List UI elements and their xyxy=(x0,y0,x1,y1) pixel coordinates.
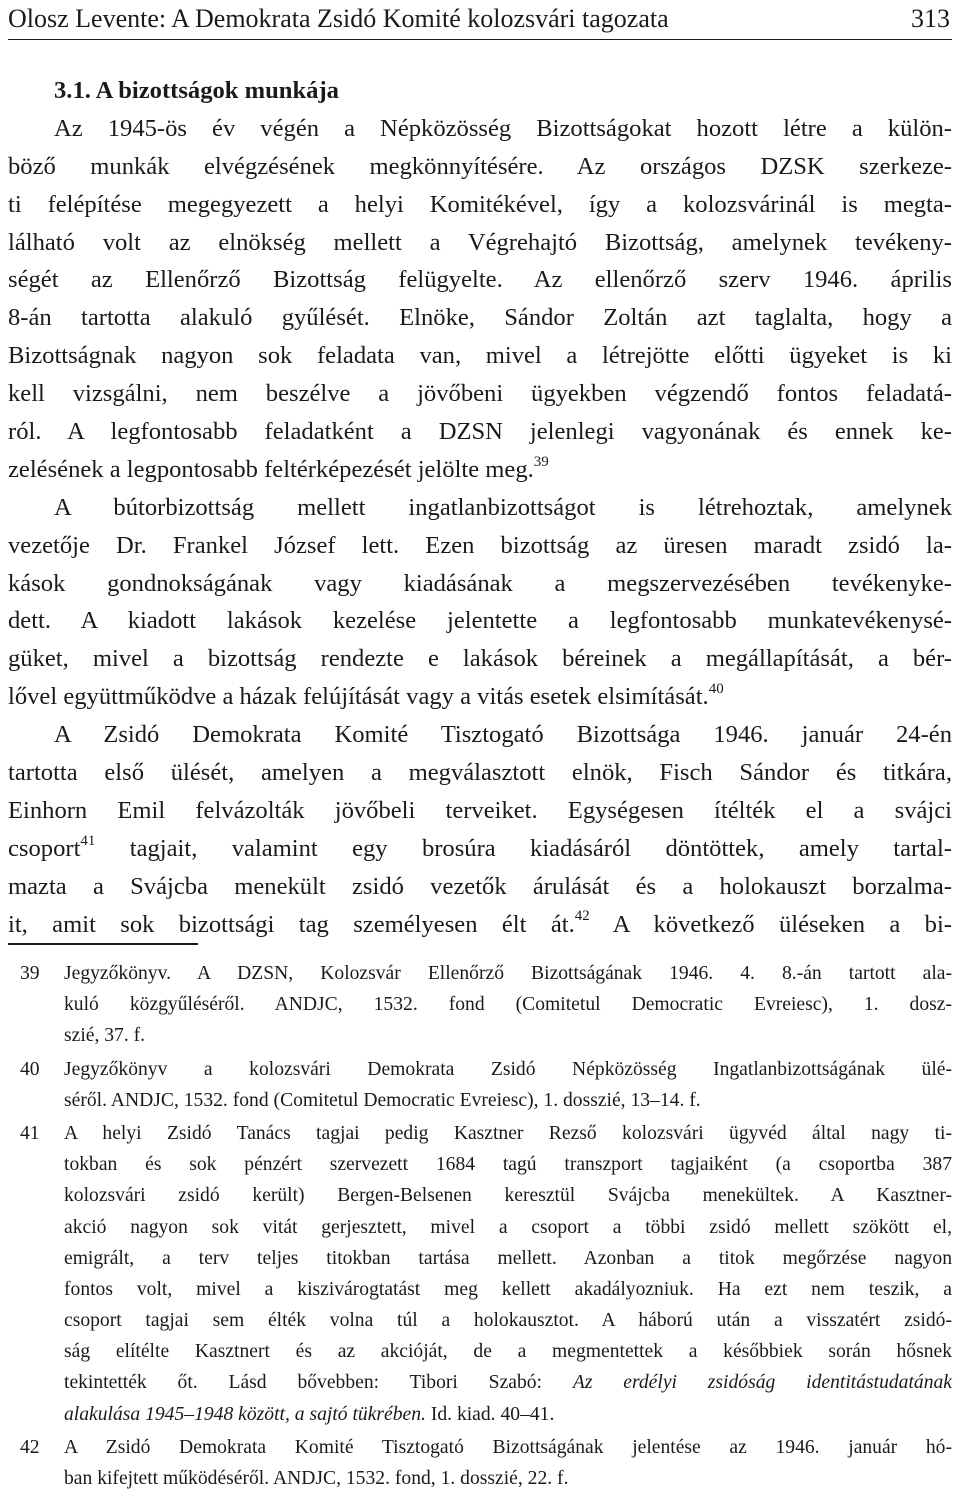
text-fragment: zelésének a legpontosabb feltérképezését jelölte meg. xyxy=(8,455,534,483)
text-line: vezetője Dr. Frankel József lett. Ezen bizottság az üresen maradt zsidó la- xyxy=(8,531,952,559)
footnotes xyxy=(8,958,952,1494)
footnote-line: ban kifejtett működéséről. ANDJC, 1532. fond, 1. dosszié, 22. f. xyxy=(64,1468,569,1489)
text-line: güket, mivel a bizottság rendezte e lakások béreinek a megállapítását, a bér- xyxy=(8,645,952,673)
footnote-ref-40[interactable]: 40 xyxy=(708,681,724,698)
text-fragment: tekintették őt. Lásd bővebben: Tibori Szabó: xyxy=(64,1372,543,1394)
footnote-40 xyxy=(8,1054,952,1116)
book-title: alakulása 1945–1948 között, a sajtó tükrében. xyxy=(64,1403,426,1425)
text-line xyxy=(8,678,952,716)
footnote-rule xyxy=(8,943,198,945)
footnote-42 xyxy=(8,1432,952,1494)
text-line: Bizottságnak nagyon sok feladata van, mivel a létrejötte előtti ügyeket is ki xyxy=(8,342,952,370)
footnote-ref-41[interactable]: 41 xyxy=(80,832,96,849)
footnote-line: tokban és sok pénzért szervezett 1684 tagú transzport tagjaiként (a csoportba 387 xyxy=(64,1154,952,1176)
footnote-line xyxy=(64,1367,952,1398)
text-line: kások gondnokságának vagy kiadásának a megszervezésében tevékenyke- xyxy=(8,569,952,597)
text-fragment: tagjait, valamint egy brosúra kiadásáról döntöttek, amely tartal- xyxy=(129,834,952,862)
text-line: Az 1945-ös év végén a Népközösség Bizottságokat hozott létre a külön- xyxy=(54,114,952,142)
text-line: lálható volt az elnökség mellett a Végrehajtó Bizottság, amelynek tevékeny- xyxy=(8,228,952,256)
text-fragment: it, amit sok bizottsági tag személyesen élt át. xyxy=(8,910,575,938)
footnote-line: ság elítélte Kasztnert és az akcióját, de a megmentettek a későbbiek során hősnek xyxy=(64,1341,952,1363)
text-line: kell vizsgálni, nem beszélve a jövőbeni ügyekben végzendő fontos feladatá- xyxy=(8,380,952,408)
footnote-line: csoport tagjai sem élték volna túl a holokausztot. A háború után a visszatért zsidó- xyxy=(64,1310,952,1332)
text-line xyxy=(8,906,952,944)
text-fragment: A következő üléseken a bi- xyxy=(612,910,952,938)
text-line: A bútorbizottság mellett ingatlanbizottságot is létrehoztak, amelynek xyxy=(54,493,952,521)
footnote-line: A helyi Zsidó Tanács tagjai pedig Kasztner Rezső kolozsvári ügyvéd által nagy ti- xyxy=(64,1122,952,1144)
header-rule xyxy=(8,39,952,40)
footnote-line: fontos volt, mivel a kiszivárogtatást meg kellett akadályozniuk. Ha ezt nem teszik, a xyxy=(64,1278,952,1300)
text-line xyxy=(8,830,952,868)
footnote-number: 40 xyxy=(20,1058,40,1080)
book-title: Az erdélyi zsidóság identitástudatának xyxy=(572,1372,953,1394)
footnote-line xyxy=(64,1399,952,1430)
footnote-line: kolozsvári zsidó került) Bergen-Belsenen keresztül Svájcba menekültek. A Kasztner- xyxy=(64,1185,952,1207)
page-header xyxy=(8,2,952,38)
text-fragment: Id. kiad. 40–41. xyxy=(425,1403,555,1425)
footnote-line: kuló közgyűléséről. ANDJC, 1532. fond (Comitetul Democratic Evreiesc), 1. dosz- xyxy=(64,994,952,1016)
footnote-ref-42[interactable]: 42 xyxy=(574,908,590,925)
footnote-number: 41 xyxy=(20,1122,40,1144)
footnote-line: Jegyzőkönyv. A DZSN, Kolozsvár Ellenőrző Bizottságának 1946. 4. 8.-án tartott ala- xyxy=(64,963,952,984)
footnote-number: 42 xyxy=(20,1436,40,1458)
text-line xyxy=(8,451,952,489)
body-text xyxy=(8,72,952,943)
section-heading: 3.1. A bizottságok munkája xyxy=(54,77,339,104)
footnote-line: emigrált, a terv teljes titokban tartása mellett. Azonban a titok megőrzése nagyon xyxy=(64,1247,952,1269)
running-title: Olosz Levente: A Demokrata Zsidó Komité kolozsvári tagozata xyxy=(8,4,669,33)
text-line: A Zsidó Demokrata Komité Tisztogató Bizottsága 1946. január 24-én xyxy=(54,721,952,749)
footnote-line: szié, 37. f. xyxy=(64,1025,146,1047)
footnote-39 xyxy=(8,958,952,1052)
footnote-line: séről. ANDJC, 1532. fond (Comitetul Democratic Evreiesc), 1. dosszié, 13–14. f. xyxy=(64,1089,701,1111)
text-fragment: csoport xyxy=(8,834,81,862)
text-line: Einhorn Emil felvázolták jövőbeli terveiket. Egységesen ítélték el a svájci xyxy=(8,796,952,824)
text-line: dett. A kiadott lakások kezelése jelentette a legfontosabb munkatevékenysé- xyxy=(8,607,952,635)
footnote-line: akció nagyon sok vitát gerjesztett, mivel a csoport a többi zsidó mellett szökött el, xyxy=(64,1216,952,1238)
text-line: böző munkák elvégzésének megkönnyítésére. Az országos DZSK szerkeze- xyxy=(8,152,952,180)
footnote-number: 39 xyxy=(20,963,40,984)
text-line: ról. A legfontosabb feladatként a DZSN jelenlegi vagyonának és ennek ke- xyxy=(8,418,952,446)
footnote-41 xyxy=(8,1118,952,1430)
footnote-line: Jegyzőkönyv a kolozsvári Demokrata Zsidó Népközösség Ingatlanbizottságának ülé- xyxy=(64,1058,952,1080)
text-line: 8-án tartotta alakuló gyűlését. Elnöke, Sándor Zoltán azt taglalta, hogy a xyxy=(8,304,952,332)
text-line: tartotta első ülését, amelyen a megválasztott elnök, Fisch Sándor és titkára, xyxy=(8,759,952,787)
page-number: 313 xyxy=(911,4,950,33)
footnote-line: A Zsidó Demokrata Komité Tisztogató Bizottságának jelentése az 1946. január hó- xyxy=(64,1436,952,1458)
footnote-ref-39[interactable]: 39 xyxy=(533,453,549,470)
text-fragment: lővel együttműködve a házak felújítását vagy a vitás esetek elsimítását. xyxy=(8,683,709,711)
text-line: ségét az Ellenőrző Bizottság felügyelte. Az ellenőrző szerv 1946. április xyxy=(8,266,952,294)
text-line: ti felépítése megegyezett a helyi Komitékével, így a kolozsvárinál is megta- xyxy=(8,190,952,218)
text-line: mazta a Svájcba menekült zsidó vezetők árulását és a holokauszt borzalma- xyxy=(8,872,952,900)
